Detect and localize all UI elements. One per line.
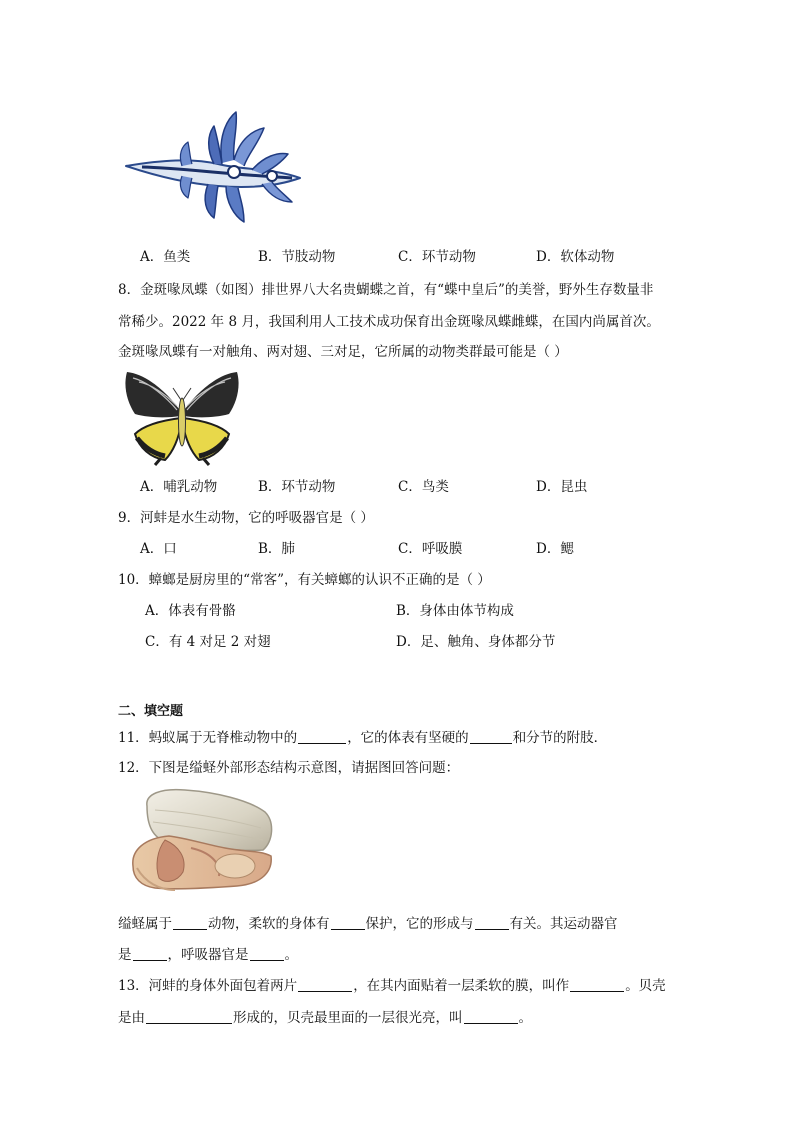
q13-l1-part-1: 13．河蚌的身体外面包着两片	[118, 978, 298, 994]
q10-option-c[interactable]: C．有 4 对足 2 对翅	[145, 634, 271, 650]
q10-options-row-2	[0, 632, 794, 652]
q13-line-1	[118, 976, 666, 996]
q12-l2-part-3: 。	[284, 947, 298, 963]
q10-options-row-1	[0, 601, 794, 621]
q13-l2-part-2: 形成的，贝壳最里面的一层很光亮，叫	[233, 1010, 463, 1026]
q12-l1-part-2: 动物，柔软的身体有	[208, 916, 330, 932]
q10-option-a[interactable]: A．体表有骨骼	[145, 603, 236, 619]
butterfly-figure	[121, 368, 243, 466]
q12-l2-part-1: 是	[118, 947, 132, 963]
q7-options	[0, 247, 794, 267]
q12-blank-3[interactable]	[475, 915, 509, 930]
q13-line-2	[118, 1008, 532, 1028]
q7-option-c[interactable]: C．环节动物	[398, 249, 476, 265]
q12-line-1	[118, 914, 618, 934]
q12-l1-part-1: 缢蛏属于	[118, 916, 172, 932]
q8-option-c[interactable]: C．鸟类	[398, 479, 449, 495]
q11-blank-1[interactable]	[298, 729, 346, 744]
q7-option-d[interactable]: D．软体动物	[536, 249, 615, 265]
q9-option-b[interactable]: B．肺	[258, 541, 295, 557]
q9-options	[0, 539, 794, 559]
q8-options	[0, 477, 794, 497]
q10-option-d[interactable]: D．足、触角、身体都分节	[396, 634, 556, 650]
q9-option-d[interactable]: D．鳃	[536, 541, 574, 557]
q9-option-a[interactable]: A．口	[140, 541, 177, 557]
q13-l1-part-3: 。贝壳	[625, 978, 666, 994]
q12-blank-1[interactable]	[173, 915, 207, 930]
q12-blank-2[interactable]	[331, 915, 365, 930]
q13-l2-part-1: 是由	[118, 1010, 145, 1026]
q10-text: 10．蟑螂是厨房里的“常客”，有关蟑螂的认识不正确的是（ ）	[118, 572, 491, 588]
q8-option-a[interactable]: A．哺乳动物	[140, 479, 218, 495]
q11-blank-2[interactable]	[470, 729, 512, 744]
q13-l1-part-2: ，在其内面贴着一层柔软的膜，叫作	[353, 978, 570, 994]
q12-l2-part-2: ，呼吸器官是	[167, 947, 249, 963]
q12-text: 12．下图是缢蛏外部形态结构示意图，请据图回答问题：	[118, 760, 460, 776]
q8-text-line-3: 金斑喙凤蝶有一对触角、两对翅、三对足，它所属的动物类群最可能是（ ）	[118, 344, 568, 360]
q12-l1-part-4: 有关。其运动器官	[509, 916, 618, 932]
section-title-fill-in: 二、填空题	[118, 704, 184, 719]
q11-part-2: ，它的体表有坚硬的	[347, 730, 469, 746]
q9-text: 9．河蚌是水生动物，它的呼吸器官是（ ）	[118, 510, 374, 526]
q11-part-3: 和分节的附肢．	[512, 730, 608, 746]
q9-option-c[interactable]: C．呼吸膜	[398, 541, 463, 557]
q11-part-1: 11．蚂蚁属于无脊椎动物中的	[118, 730, 298, 746]
q13-blank-2[interactable]	[570, 977, 624, 992]
q8-text-line-2: 常稀少。2022 年 8 月，我国利用人工技术成功保育出金斑喙凤蝶雌蝶，在国内尚属首次。	[118, 314, 660, 330]
q8-option-b[interactable]: B．环节动物	[258, 479, 336, 495]
q8-text-line-1: 8．金斑喙凤蝶（如图）排世界八大名贵蝴蝶之首，有“蝶中皇后”的美誉，野外生存数量非	[118, 282, 654, 298]
q11-text	[118, 728, 607, 748]
q7-option-b[interactable]: B．节肢动物	[258, 249, 336, 265]
sea-slug-figure	[122, 108, 304, 226]
q13-l2-part-3: 。	[518, 1010, 532, 1026]
q13-blank-3[interactable]	[146, 1009, 232, 1024]
q10-option-b[interactable]: B．身体由体节构成	[396, 603, 514, 619]
q12-l1-part-3: 保护，它的形成与	[365, 916, 474, 932]
razor-clam-figure	[125, 786, 277, 900]
q12-blank-4[interactable]	[133, 946, 167, 961]
q13-blank-1[interactable]	[298, 977, 352, 992]
q13-blank-4[interactable]	[464, 1009, 518, 1024]
q12-blank-5[interactable]	[250, 946, 284, 961]
q8-option-d[interactable]: D．昆虫	[536, 479, 588, 495]
q12-line-2	[118, 945, 298, 965]
q7-option-a[interactable]: A．鱼类	[140, 249, 191, 265]
